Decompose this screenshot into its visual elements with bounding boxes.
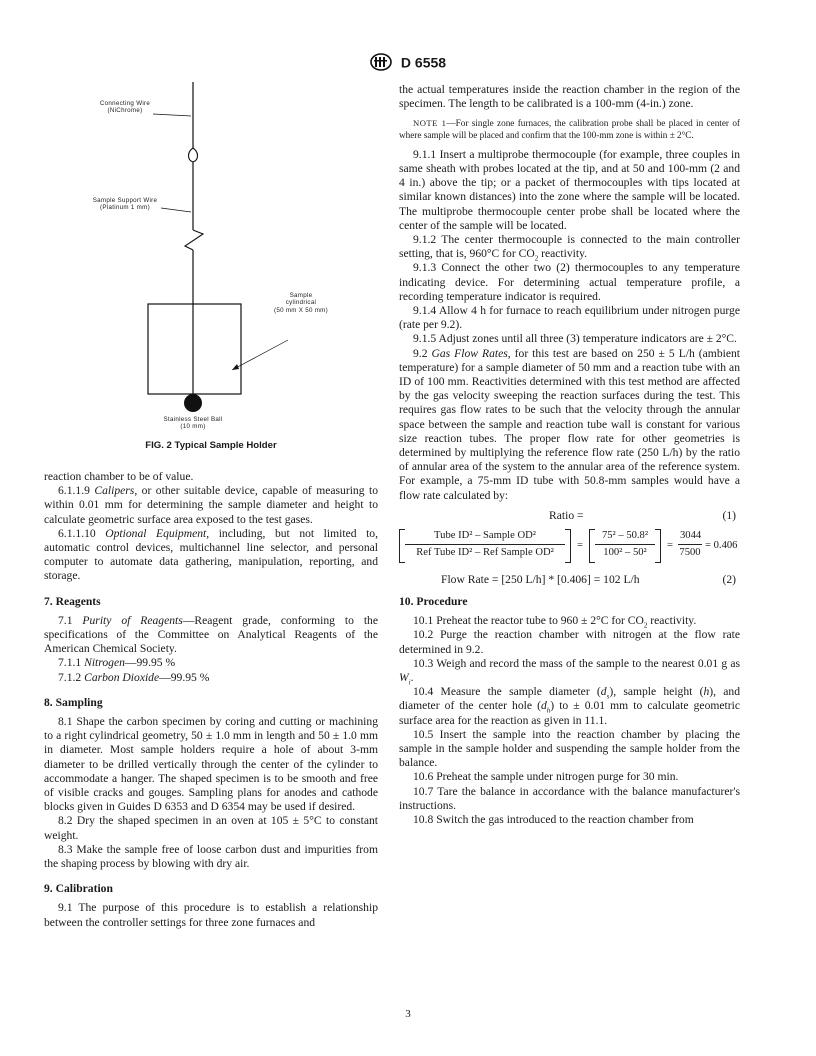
equation-result: = 0.406 (705, 539, 738, 551)
paragraph-10-6: 10.6 Preheat the sample under nitrogen purge for 30 min. (413, 770, 679, 784)
label-support-wire: Sample Support Wire (Platinum 1 mm) (92, 197, 158, 212)
wire-break (185, 230, 203, 250)
label-steel-ball: Stainless Steel Ball (10 mm) (163, 416, 223, 431)
paragraph-9-1: 9.1 The purpose of this procedure is to establish a relationship between the controller settings for three zone furnaces and (44, 901, 378, 929)
pointer-sample (232, 340, 288, 370)
paragraph-9-1-1: 9.1.1 Insert a multiprobe thermocouple (for example, three couples in same sheath with probes located at the tip, and at 50 and 100-mm (2 and 4 in.) above the tip; or a packet of thermocouples with tips located at similar known distances) into the zone where the sample will be located. The multiprobe thermocouple center probe shall be located where the center of the sample will be located. (399, 147, 740, 232)
equation-1-header: Ratio = (1) (549, 508, 736, 522)
right-bracket (565, 529, 571, 563)
paragraph-10-3: 10.3 Weigh and record the mass of the sample to the nearest 0.01 g as $W_i$. (399, 656, 740, 687)
paragraph: the actual temperatures inside the reaction chamber in the region of the specimen. The length to be calibrated is a 100-mm (4-in.) zone. (399, 83, 740, 111)
section-heading-calibration: 9. Calibration (44, 882, 113, 896)
figure-sample-holder (44, 78, 378, 458)
astm-logo (370, 53, 392, 71)
paragraph-9-2: 9.2 Gas Flow Rates, for this test are based on 250 ± 5 L/h (ambient temperature) for a sample diameter of 50 mm and a reaction tube with an ID of 100 mm. Reactivities determined with this test method are affected by the gas velocity sweeping the reaction surfaces during the test. This requires gas flow rates to be such that the velocity through the annular space between the sample and reaction tube wall is constant for various size reaction tubes. The proper flow rate for other geometries is determined by multiplying the reference flow rate (250 L/h) by the ratio of annular area of the system to the annular area of the reference system. For example, a 75-mm ID tube with 50.8-mm samples would have a flow rate calculated by: (399, 346, 740, 502)
equation-1 (399, 525, 740, 567)
note-1: NOTE 1—For single zone furnaces, the calibration probe shall be placed in center of where sample will be placed and confirm that the 100-mm zone is within ± 2°C. (399, 118, 740, 140)
label-sample: Sample cylindrical (50 mm X 50 mm) (273, 292, 328, 314)
fraction-result: $\frac{3044}{7500}$ (679, 529, 702, 559)
equals-sign-2: = (667, 539, 673, 551)
fraction-values: $\frac{\text{75² – 50.8²}}{\text{100² – 50²}}$ (595, 529, 655, 560)
hook-loop (189, 148, 198, 162)
paragraph-10-1: 10.1 Preheat the reactor tube to 960 ± 2°C for $CO_2$ reactivity. (413, 614, 697, 630)
paragraph: reaction chamber to be of value. (44, 470, 194, 483)
paragraph-9-1-5: 9.1.5 Adjust zones until all three (3) temperature indicators are ± 2°C. (413, 332, 737, 346)
page-number: 3 (405, 1008, 411, 1020)
paragraph-10-2: 10.2 Purge the reaction chamber with nitrogen at the flow rate determined in 9.2. (399, 628, 740, 656)
paragraph-7-1-1: 7.1.1 Nitrogen—99.95 % (58, 656, 176, 670)
paragraph-7-1-2: 7.1.2 Carbon Dioxide—99.95 % (58, 670, 210, 684)
paragraph-10-7: 10.7 Tare the balance in accordance with the balance manufacturer's instructions. (399, 784, 740, 812)
section-heading-sampling: 8. Sampling (44, 695, 103, 709)
section-heading-reagents: 7. Reagents (44, 594, 101, 608)
paragraph-10-4: 10.4 Measure the sample diameter $(d_s)$, sample height (h), and diameter of the center hole $(d_h)$ to ± 0.01 mm to calculate geometric surface area for the reaction as given in 11.1. (399, 685, 740, 727)
paragraph-9-1-4: 9.1.4 Allow 4 h for furnace to reach equilibrium under nitrogen purge (rate per 9.2). (399, 304, 740, 332)
standard-designation: D 6558 (400, 54, 447, 71)
paragraph-9-1-3: 9.1.3 Connect the other two (2) thermocouples to any temperature indicating device. For determining actual temperature profile, a recording temperature indicator is required. (399, 261, 740, 303)
paragraph-6-1-1-9: 6.1.1.9 Calipers, or other suitable device, capable of measuring to within 0.01 mm for determining the sample diameter and height to calculate geometric surface area exposed to the test gases. (44, 484, 378, 526)
fraction-tube: Tube ID² – Sample OD² Ref Tube ID² – Ref Sample OD² (405, 529, 565, 560)
paragraph-6-1-1-10: 6.1.1.10 Optional Equipment, including, but not limited to, automatic control devices, multichannel line selector, and personal computer to automate data gathering, manipulation, reporting, and storage. (44, 526, 378, 583)
pointer-arrowhead (232, 364, 239, 370)
paragraph-8-2: 8.2 Dry the shaped specimen in an oven at 105 ± 5°C to constant weight. (44, 814, 378, 842)
sample-holder-diagram (44, 78, 378, 438)
page-header (0, 53, 816, 71)
paragraph-10-5: 10.5 Insert the sample into the reaction chamber by placing the sample in the sample holder and suspending the sample holder from the balance. (399, 727, 740, 770)
paragraph-7-1: 7.1 Purity of Reagents—Reagent grade, conforming to the specifications of the Committee on Analytical Reagents of the American Chemical Society. (44, 613, 378, 656)
left-column (44, 470, 378, 930)
right-bracket-2 (655, 529, 661, 563)
paragraph-10-8: 10.8 Switch the gas introduced to the reaction chamber from (413, 812, 694, 826)
steel-ball (184, 394, 202, 412)
figure-caption: FIG. 2 Typical Sample Holder (145, 440, 277, 451)
sample-cylinder (148, 304, 241, 394)
paragraph-8-3: 8.3 Make the sample free of loose carbon dust and impurities from the shaping process by blowing with dry air. (44, 842, 378, 871)
equals-sign: = (577, 539, 583, 551)
paragraph-8-1: 8.1 Shape the carbon specimen by coring and cutting or machining to a right cylindrical geometry, 50 ± 1.0 mm in length and 50 ± 1.0 mm in diameter. Most sample holders require a hole of about 3-mm diameter to be drilled vertically through the center of the cylinder to accommodate a hanger. The shaped specimen is to be smooth and free of visible cracks and gouges. Sampling plans for anodes and cathode blocks given in Guides D 6353 and D 6354 may be used if desired. (44, 715, 378, 814)
right-column (399, 83, 740, 827)
equation-2: Flow Rate = [250 L/h] * [0.406] = 102 L/h (2) (441, 572, 736, 586)
label-connecting-wire: Connecting Wire (NiChrome) (99, 100, 151, 115)
paragraph-9-1-2: 9.1.2 The center thermocouple is connected to the main controller setting, that is, 960°C for $CO_2$ reactivity. (399, 233, 740, 263)
section-heading-procedure: 10. Procedure (399, 594, 468, 608)
